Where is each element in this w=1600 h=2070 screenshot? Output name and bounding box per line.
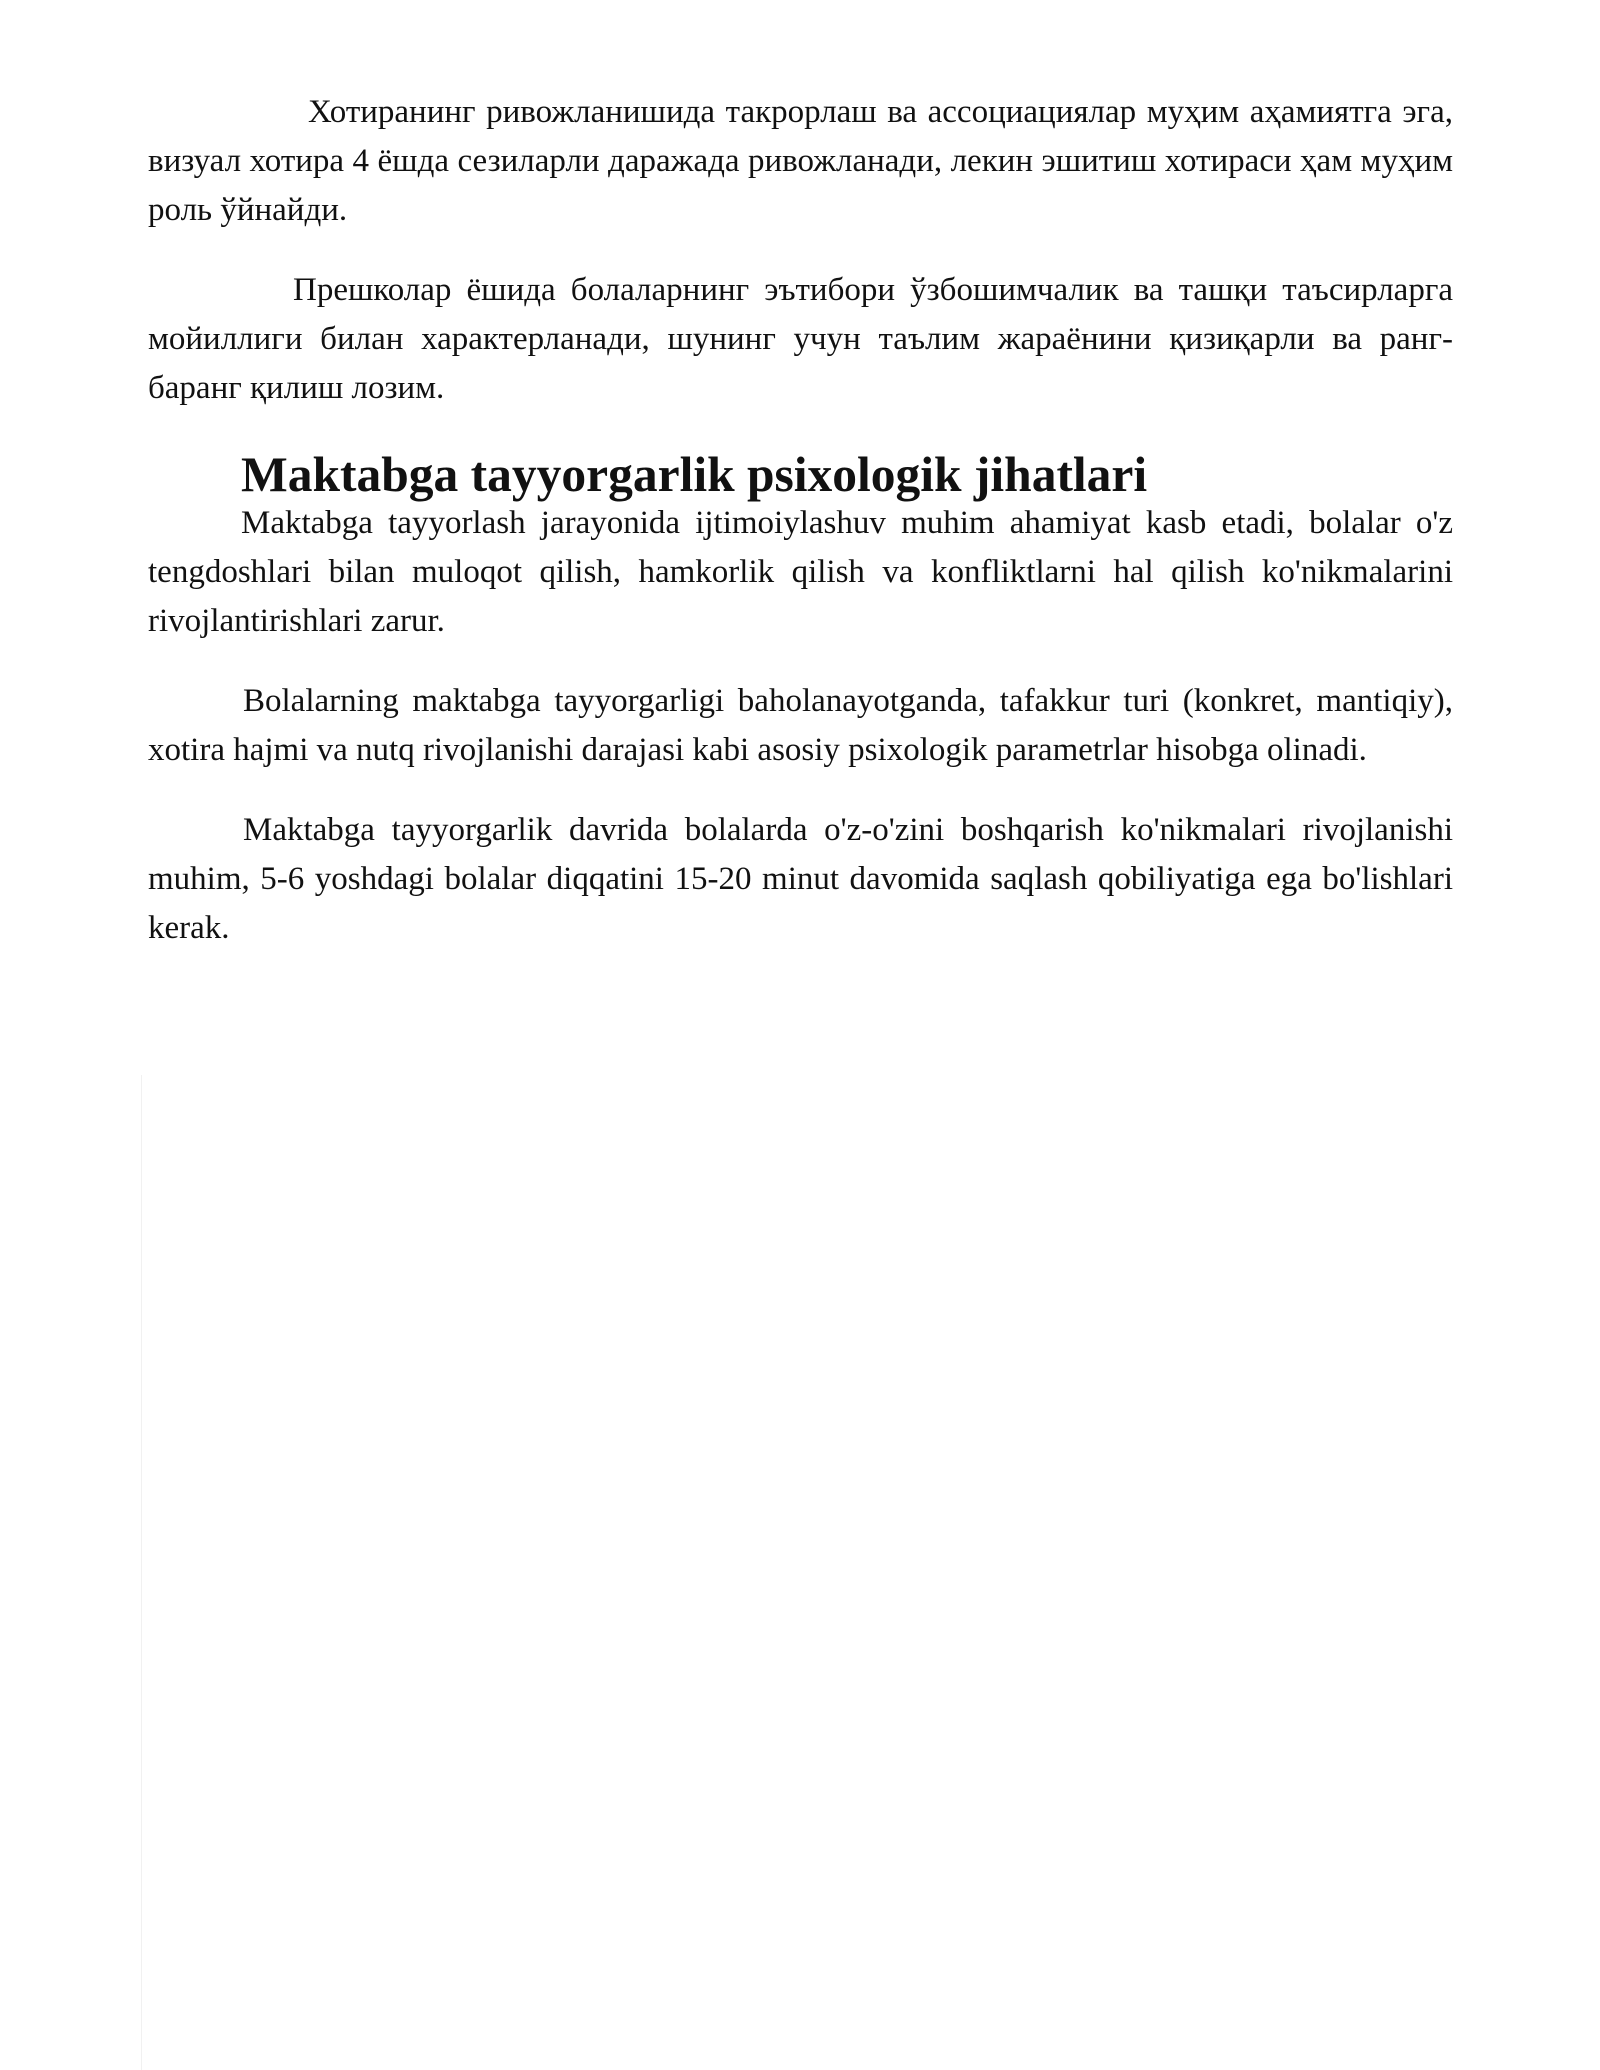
paragraph-self-regulation: Maktabga tayyorgarlik davrida bolalarda o'z-o'zini boshqarish ko'nikmalari rivojlanishi muhim, 5-6 yoshdagi bolalar diqqatini 15-20 minut davomida saqlash qobiliyatiga ega bo'lishlari kerak. — [148, 812, 1453, 946]
paragraph-readiness-assessment: Bolalarning maktabga tayyorgarligi baholanayotganda, tafakkur turi (konkret, mantiqiy), xotira hajmi va nutq rivojlanishi darajasi kabi asosiy psixologik parametrlar hisobga olinadi. — [148, 683, 1453, 768]
paragraph-preschool-attention: Прешколар ёшида болаларнинг эътибори ўзбошимчалик ва ташқи таъсирларга мойиллиги билан характерланади, шунинг учун таълим жараёнини қизиқарли ва ранг-баранг қилиш лозим. — [148, 272, 1453, 406]
paragraph-socialization: Maktabga tayyorlash jarayonida ijtimoiylashuv muhim ahamiyat kasb etadi, bolalar o'z tengdoshlari bilan muloqot qilish, hamkorlik qilish va konfliktlarni hal qilish ko'nikmalarini rivojlantirishlari zarur. — [148, 505, 1453, 639]
page-margin-line — [141, 1075, 142, 2070]
document-body — [148, 88, 1453, 953]
paragraph-memory-development: Хотиранинг ривожланишида такрорлаш ва ассоциациялар муҳим аҳамиятга эга, визуал хотира 4 ёшда сезиларли даражада ривожланади, лекин эшитиш хотираси ҳам муҳим роль ўйнайди. — [148, 94, 1453, 228]
section-heading: Maktabga tayyorgarlik psixologik jihatlari — [241, 447, 1148, 502]
